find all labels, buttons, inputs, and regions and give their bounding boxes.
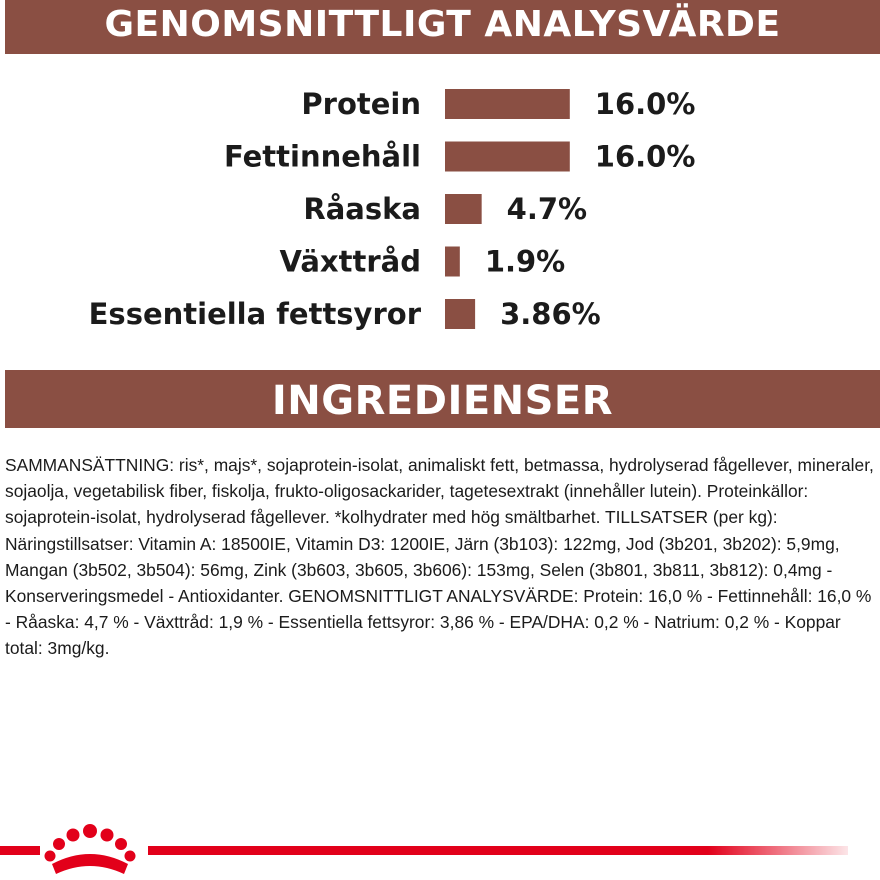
- ingredients-text: SAMMANSÄTTNING: ris*, majs*, sojaprotein-isolat, animaliskt fett, betmassa, hydrolyserad fågellever, mineraler, sojaolja, vegetabilisk fiber, fiskolja, frukto-oligosackarider, tagetesextrakt (innehåller lutein). Proteinkällor: sojaprotein-isolat, hydrolyserad fågellever. *kolhydrater med hög smältbarhet. TILLSATSER (per kg): Näringstillsatser: Vitamin A: 18500IE, Vitamin D3: 1200IE, Järn (3b103): 122mg, Jod (3b201, 3b202): 5,9mg, Mangan (3b502, 3b504): 56mg, Zink (3b603, 3b605, 3b606): 153mg, Selen (3b801, 3b811, 3b812): 0,4mg - Konserveringsmedel - Antioxidanter. GENOMSNITTLIGT ANALYSVÄRDE: Protein: 16,0 % - Fettinnehåll: 16,0 % - Råaska: 4,7 % - Växttråd: 1,9 % - Essentiella fettsyror: 3,86 % - EPA/DHA: 0,2 % - Natrium: 0,2 % - Koppar total: 3mg/kg.: [5, 455, 874, 659]
- category-label: Protein: [301, 87, 421, 121]
- bar: [445, 299, 475, 329]
- analysis-bar-chart: [0, 60, 880, 350]
- bar: [445, 194, 482, 224]
- value-label: 16.0%: [594, 87, 696, 121]
- bar: [445, 89, 570, 119]
- footer-red-line: [148, 846, 848, 855]
- value-label: 16.0%: [594, 139, 696, 174]
- category-label: Fettinnehåll: [223, 139, 421, 174]
- bar: [445, 142, 570, 172]
- value-label: 1.9%: [484, 244, 566, 279]
- bar: [445, 247, 460, 277]
- footer: [0, 818, 880, 880]
- value-label: 4.7%: [506, 192, 588, 226]
- ingredients-heading: INGREDIENSER: [5, 370, 880, 428]
- value-label: 3.86%: [500, 297, 601, 331]
- royal-canin-crown-icon: [40, 822, 140, 878]
- category-label: Essentiella fettsyror: [88, 297, 421, 331]
- category-label: Råaska: [303, 192, 421, 226]
- footer-red-line-left: [0, 846, 40, 855]
- category-label: Växttråd: [279, 244, 421, 279]
- analysis-heading: GENOMSNITTLIGT ANALYSVÄRDE: [5, 0, 880, 54]
